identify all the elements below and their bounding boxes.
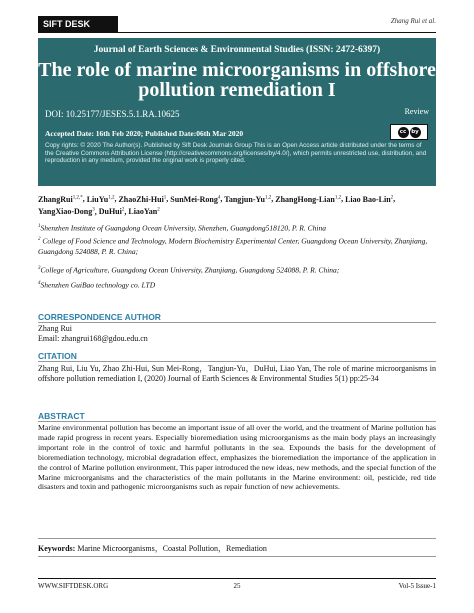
citation-heading: CITATION — [38, 351, 77, 361]
volume-issue: Vol-5 Issue-1 — [398, 582, 436, 590]
by-icon: by — [410, 127, 421, 138]
keywords-text: Marine Microorganisms，Coastal Pollution，Remediation — [77, 544, 267, 553]
affiliation: $^3$College of Agriculture, Guangdong Ocean University, Zhanjiang, Guangdong 524088, P. R. China; — [38, 265, 340, 275]
keywords-top-rule — [38, 538, 436, 539]
abstract-text: Marine environmental pollution has become an important issue of all over the world, and the treatment of Marine pollution has made rapid progress in recent years. Especially bioremediation using microorganisms as the main body plays an increasingly important role in the control of toxic and harmful pollutants in the sea. Expounds the basis for the development of bioremediation technology, microbial degradation effect, emphasizes the bioremediation the importance of the application in the control of Marine pollution environment, This paper introduced the new ideas, new methods, and the special function of the Marine microorganisms and the characteristics of the main pollutants in the Marine environment: oil, pesticide, red tide disasters and toxin and pathogenic microorganisms such as repair function of new achievements. — [38, 423, 436, 492]
affiliation: $^2$ College of Food Science and Technology, Modern Biochemistry Experimental Center, Guangdong Ocean University, Zhanjiang, Guangdong 524088, P. R. China; — [38, 236, 428, 256]
article-dates: Accepted Date: 16th Feb 2020; Published Date:06th Mar 2020 — [45, 129, 244, 138]
page-footer — [38, 582, 436, 594]
author: LiaoYan$^2$ — [128, 207, 160, 217]
header-rule — [38, 32, 436, 33]
publisher-logo: SIFT DESK — [38, 16, 118, 32]
footer-rule — [38, 578, 436, 579]
doi[interactable]: DOI: 10.25177/JESES.5.1.RA.10625 — [45, 109, 180, 119]
author: ZhangHong-Lian$^{1,2}$ — [275, 194, 342, 204]
section-rule — [38, 421, 436, 422]
article-type: Review — [404, 107, 429, 116]
page-number: 25 — [233, 582, 241, 590]
author: Tangjun-Yu$^{1,2}$ — [224, 194, 272, 204]
author: ZhaoZhi-Hui$^1$ — [118, 194, 167, 204]
affiliation: $^4$Shenzhen GuiBao technology co. LTD — [38, 280, 156, 290]
correspondence-email[interactable]: Email: zhangrui168@gdou.edu.cn — [38, 334, 148, 343]
author: DuHui$^2$ — [98, 207, 125, 217]
abstract-heading: ABSTRACT — [38, 411, 85, 421]
affiliation: $^1$Shenzhen Institute of Guangdong Ocean University, Shenzhen, Guangdong518120, P. R. China — [38, 223, 326, 233]
author: YangXiao-Dong$^3$ — [38, 207, 95, 217]
article-title — [38, 60, 436, 100]
cc-by-license-icon[interactable] — [390, 124, 428, 140]
keywords-label: Keywords: — [38, 544, 76, 553]
author: SunMei-Rong$^4$ — [170, 194, 221, 204]
keywords-bottom-rule — [38, 556, 436, 557]
author: ZhangRui$^{1,2,*}$ — [38, 194, 83, 204]
article-title-line-1: The role of marine microorganisms in offshore — [38, 59, 436, 81]
page-header — [38, 16, 436, 34]
article-title-line-2: pollution remediation I — [138, 79, 336, 101]
journal-name: Journal of Earth Sciences & Environmental Studies (ISSN: 2472-6397) — [93, 45, 381, 55]
correspondence-heading: CORRESPONDENCE AUTHOR — [38, 312, 161, 322]
article-banner — [38, 38, 436, 186]
section-rule — [38, 322, 436, 323]
cc-icon: cc — [398, 127, 409, 138]
keywords — [38, 543, 436, 554]
running-title: Zhang Rui et al. — [390, 17, 436, 25]
section-rule — [38, 361, 436, 362]
author-list: ZhangRui$^{1,2,*}$, LiuYu$^{1,2}$, ZhaoZhi-Hui$^1$, SunMei-Rong$^4$, Tangjun-Yu$^{1,2}$, ZhangHong-Lian$^{1,2}$, Liao Bao-Lin$^2$, YangXiao-Dong$^3$, DuHui$^2$, LiaoYan$^2$ — [38, 194, 396, 217]
copyright-notice: Copy rights: © 2020 The Author(s). Published by Sift Desk Journals Group This is an Open Access article distributed under the terms of the Creative Commons Attribution License (http://creativecommons.org/licenses/by/4.0/), which permits unrestricted use, distribution, and reproduction in any medium, provided the original work is properly cited. — [45, 142, 427, 165]
correspondence-name: Zhang Rui — [38, 324, 72, 333]
author: LiuYu$^{1,2}$ — [86, 194, 115, 204]
footer-site-link[interactable]: WWW.SIFTDESK.ORG — [38, 582, 109, 590]
author: Liao Bao-Lin$^2$ — [345, 194, 394, 204]
citation-text: Zhang Rui, Liu Yu, Zhao Zhi-Hui, Sun Mei-Rong，Tangjun-Yu，DuHui, Liao Yan, The role of marine microorganisms in offshore pollution remediation I, (2020) Journal of Earth Sciences & Environmental Studies 5(1) pp:25-34 — [38, 364, 436, 383]
